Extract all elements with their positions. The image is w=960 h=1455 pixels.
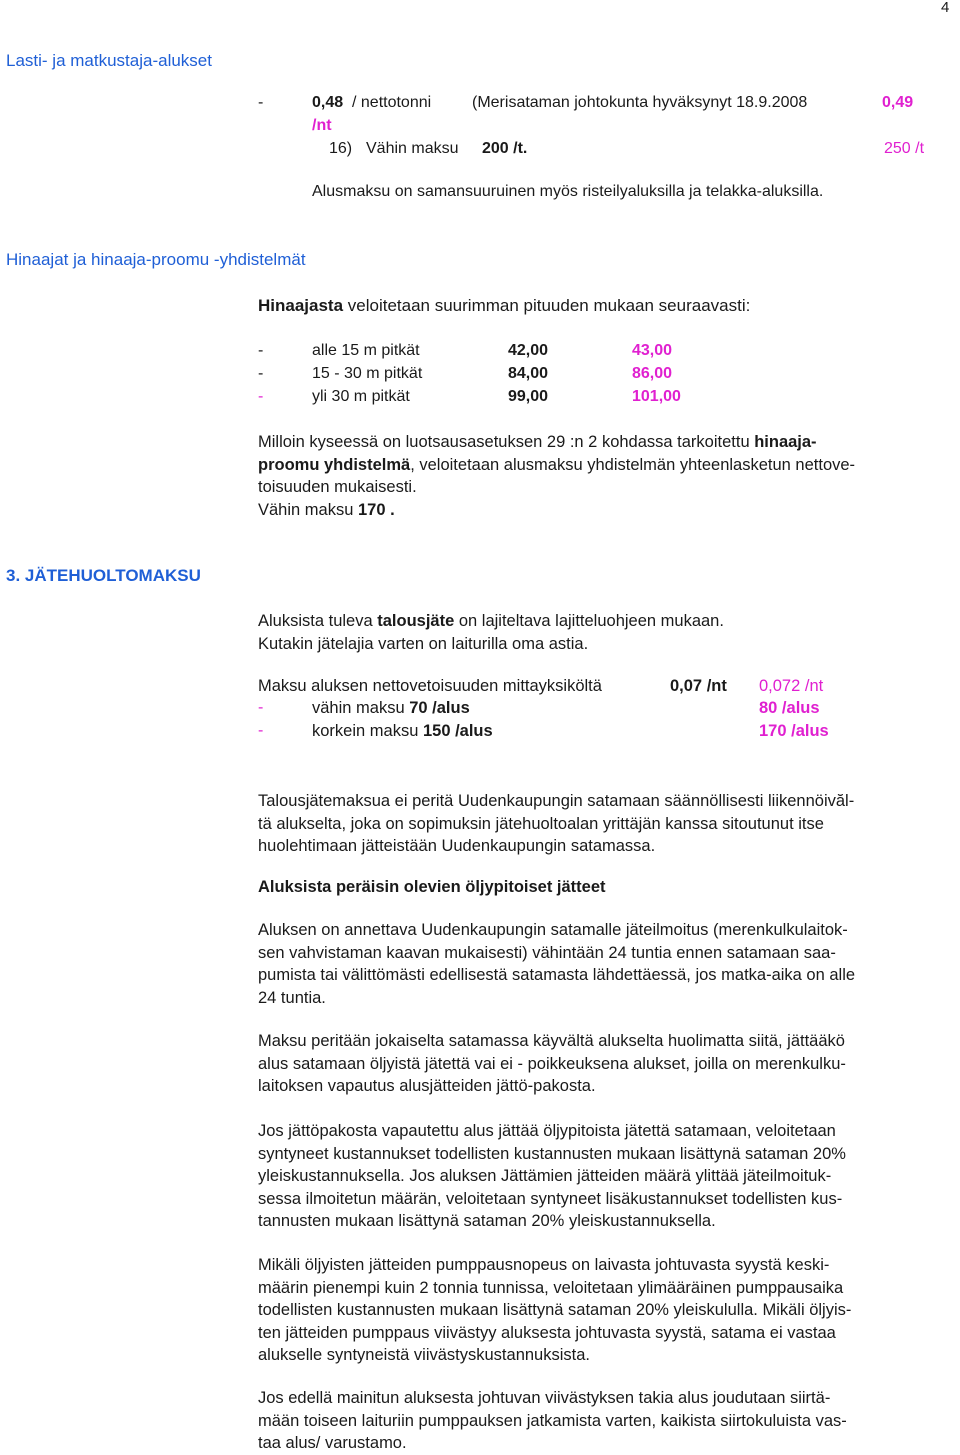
new-min-fee-value: 250 /t (884, 140, 925, 157)
dash: - (258, 388, 264, 405)
waste-notification-paragraph (258, 919, 958, 1009)
waste-max-old: 150 /alus (422, 722, 493, 740)
text: Milloin kyseessä on luotsausasetuksen 29 :n 2 kohdassa tarkoitettu (258, 433, 755, 451)
waste-fee-old: 0,07 /nt (670, 677, 727, 695)
dash: - (258, 722, 264, 739)
berth-transfer-paragraph (258, 1387, 958, 1455)
text: taa alus/ varustamo. (258, 1434, 407, 1453)
tug-length-label: 15 - 30 m pitkät (312, 365, 423, 382)
section-heading-tugs: Hinaajat ja hinaaja-proomu -yhdistelmät (6, 250, 306, 269)
tug-fee-old: 42,00 (508, 342, 549, 359)
text: alus satamaan öljyistä jätettä vai ei - poikkeuksena alukset, joilla on merenkulku- (258, 1054, 846, 1073)
text-bold: hinaaja- (754, 433, 817, 451)
tug-intro-bold: Hinaajasta (258, 296, 344, 315)
dash: - (258, 342, 264, 359)
text: Vähin maksu (258, 500, 358, 519)
text: toisuuden mukaisesti. (258, 478, 417, 497)
tug-barge-paragraph (258, 431, 958, 521)
text: , veloitetaan alusmaksu yhdistelmän yhteenlasketun nettove- (410, 455, 856, 474)
text: ten jätteiden pumppaus viivästyy aluksesta johtuvasta syystä, satama ei vastaa (258, 1323, 836, 1342)
cargo-new-price-unit: /nt (312, 117, 332, 134)
min-fee-value: 200 /t. (482, 140, 528, 157)
text: määrin pienempi kuin 2 tonnia tunnissa, veloitetaan ylimääräinen pumppausaika (258, 1278, 844, 1297)
note-continuation: 16) (329, 140, 353, 157)
oily-waste-fee-paragraph (258, 1030, 958, 1098)
text: Talousjätemaksua ei peritä Uudenkaupungin satamaan säännöllisesti liikennöivăl- (258, 792, 855, 810)
text-bold: 170 . (357, 500, 395, 519)
text: sen vahvistaman kaavan mukaisesti) vähintään 24 tuntia ennen satamaan saa- (258, 943, 836, 962)
cargo-price-note: (Merisataman johtokunta hyväksynyt 18.9.2008 (472, 94, 808, 111)
tug-length-label: yli 30 m pitkät (312, 388, 410, 405)
min-fee-label: Vähin maksu (366, 140, 459, 157)
oily-waste-subheading: Aluksista peräisin olevien öljypitoiset jätteet (258, 878, 606, 896)
text: on lajiteltava lajitteluohjeen mukaan. (454, 612, 724, 630)
tug-intro (258, 297, 750, 314)
waste-min-old: 70 /alus (409, 699, 470, 717)
text: Jos edellä mainitun aluksesta johtuvan viivästyksen takia alus joudutaan siirtä- (258, 1389, 831, 1407)
waste-fee-label: Maksu aluksen nettovetoisuuden mittayksiköltä (258, 677, 602, 695)
tug-fee-new: 43,00 (632, 342, 673, 359)
waste-max-new: 170 /alus (759, 722, 829, 740)
dash: - (258, 699, 264, 716)
household-waste-paragraph (258, 610, 958, 655)
text: 24 tuntia. (258, 988, 326, 1007)
waste-max-fee (312, 723, 493, 740)
tug-fee-new: 86,00 (632, 365, 673, 382)
tug-intro-rest: veloitetaan suurimman pituuden mukaan seuraavasti: (343, 296, 751, 315)
text: syntyneet kustannukset todellisten kustannusten mukaan lisättynä sataman 20% (258, 1144, 846, 1163)
household-waste-exemption-paragraph (258, 790, 958, 858)
pumping-rate-paragraph (258, 1254, 958, 1367)
section-heading-cargo-passenger: Lasti- ja matkustaja-alukset (6, 51, 212, 70)
waste-min-new: 80 /alus (759, 699, 820, 717)
waste-min-fee (312, 700, 470, 717)
dash: - (258, 365, 264, 382)
waste-fee-new: 0,072 /nt (759, 677, 824, 695)
text: yleiskustannuksella. Jos aluksen Jättämien jätteiden määrä ylittää jäteilmoituk- (258, 1167, 832, 1186)
tug-fee-new: 101,00 (632, 388, 681, 405)
text: huolehtimaan jätteistään Uudenkaupungin satamassa. (258, 837, 656, 856)
cargo-price: 0,48 (312, 94, 344, 111)
vessel-fee-note: Alusmaksu on samansuuruinen myös risteilyaluksilla ja telakka-aluksilla. (312, 183, 824, 200)
text: pumista tai välittömästi edellisestä satamasta lähdettäessä, jos matka-aika on alle (258, 966, 856, 985)
text: tä alukselta, joka on sopimuksin jätehuoltoalan yrittäjän kanssa sitoutunut itse (258, 814, 824, 833)
text-bold: proomu yhdistelmä (258, 455, 411, 474)
cargo-price-unit: / nettotonni (352, 94, 432, 111)
exempt-vessel-paragraph (258, 1120, 958, 1233)
text: Kutakin jätelajia varten on laiturilla oma astia. (258, 634, 589, 653)
section-heading-waste: 3. JÄTEHUOLTOMAKSU (6, 566, 201, 585)
text-bold: talousjäte (377, 612, 455, 630)
cargo-new-price: 0,49 (882, 94, 914, 111)
text: todellisten kustannusten mukaan lisättynä sataman 20% yleiskululla. Mikäli öljyis- (258, 1301, 852, 1320)
text: Maksu peritään jokaiselta satamassa käyvältä alukselta huolimatta siitä, jättääkö (258, 1032, 845, 1050)
tug-fee-old: 84,00 (508, 365, 549, 382)
text: laitoksen vapautus alusjätteiden jättö-pakosta. (258, 1077, 596, 1096)
text: tannusten mukaan lisättynä sataman 20% yleiskustannuksella. (258, 1212, 716, 1231)
text: alukselle syntyneistä viivästyskustannuksista. (258, 1346, 590, 1365)
text: mään toiseen laituriin pumppauksen jatkamista varten, kaikista siirtokuluista vas- (258, 1411, 847, 1430)
text: Aluksista tuleva (258, 612, 378, 630)
waste-min-label: vähin maksu (312, 699, 410, 717)
tug-fee-old: 99,00 (508, 388, 549, 405)
page-number: 4 (941, 0, 950, 16)
text: Jos jättöpakosta vapautettu alus jättää öljypitoista jätettä satamaan, veloitetaan (258, 1122, 836, 1140)
waste-max-label: korkein maksu (312, 722, 423, 740)
text: Mikäli öljyisten jätteiden pumppausnopeus on laivasta johtuvasta syystä keski- (258, 1256, 830, 1274)
text: sessa ilmoitetun määrän, veloitetaan syntyneet lisäkustannukset todellisten kus- (258, 1189, 843, 1208)
tug-length-label: alle 15 m pitkät (312, 342, 420, 359)
dash: - (258, 94, 264, 111)
text: Aluksen on annettava Uudenkaupungin satamalle jäteilmoitus (merenkulkulaitok- (258, 921, 848, 939)
